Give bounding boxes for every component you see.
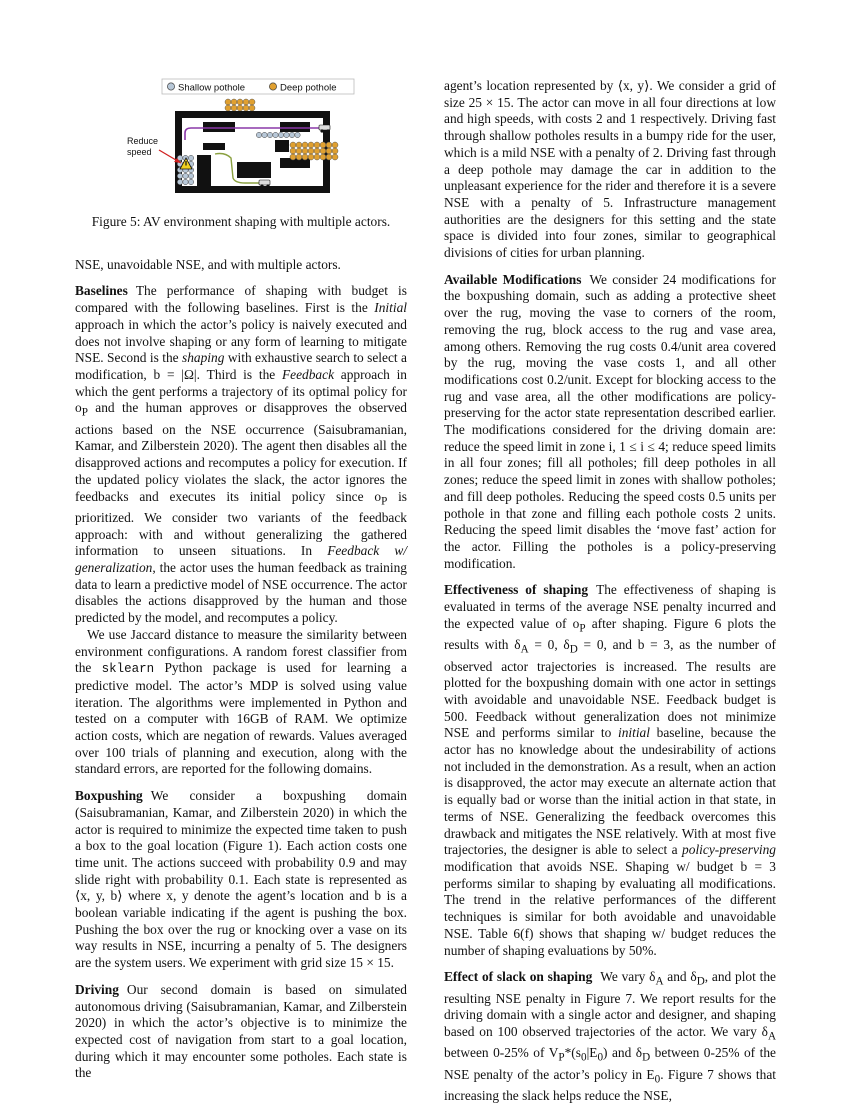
callout-line-1: Reduce	[127, 136, 159, 146]
building-2	[280, 122, 310, 132]
legend-shallow-marker	[167, 83, 174, 90]
figure-caption: Figure 5: AV environment shaping with multiple actors.	[91, 214, 391, 229]
slack-heading: Effect of slack on shaping	[444, 969, 593, 985]
jaccard-paragraph: We use Jaccard distance to measure the similarity between environment configurations. A random forest classifier from the sklearn Python package is used for learning a predictive model. The actor’s MDP is solved using value iteration. The algorithms were implemented in Python and tested on a computer with 16GB of RAM. We optimize action costs, which are negation of rewards. Values averaged over 100 trials of planning and execution, along with the standard errors, are reported for the following domains.	[75, 626, 407, 777]
figure-av-environment	[75, 78, 407, 204]
effectiveness-paragraph: Effectiveness of shaping The effectiveness of shaping is evaluated in terms of the average NSE penalty incurred and the expected value of $o_P$ after shaping. Figure 6 plots the results with $\delta_A = 0$, $\delta_D = 0$, and b = 3, as the number of observed actor trajectories is increased. The results are plotted for the boxpushing domain with one actor in settings with avoidable and unavoidable NSE. Feedback budget is 500. Feedback without generalization does not minimize NSE and performs similar to initial baseline, because the actor has no knowledge about the undesirability of actions not included in the demonstration. As a result, when an action is disapproved, the actor may execute an alternate action that is equally bad or worse than the initial action in that state, in terms of NSE. Generalizing the feedback overcomes this drawback and mitigates the NSE relatively. With at most five trajectories, the designer is able to select a policy-preserving modification that avoids NSE. Shaping w/ budget b = 3 performs similar to shaping by evaluating all modifications. The trend in the relative performances of the different techniques is similar for both avoidable and unavoidable NSE. Table 6(f) shows that shaping w/ budget reduces the number of shaping evaluations by 50%.	[444, 582, 776, 958]
sklearn-code: sklearn	[101, 662, 155, 677]
deep-potholes-right	[290, 142, 338, 160]
driving-paragraph: Driving Our second domain is based on simulated autonomous driving (Saisubramanian, Kamar, and Zilberstein 2020) in which the actor’s objective is to minimize the expected cost of navigation from start to a goal location, during which it may encounter some potholes. Each state is the	[75, 981, 407, 1081]
right-column	[444, 78, 776, 1105]
building-5	[237, 162, 271, 178]
baselines-paragraph: Baselines The performance of shaping with budget is compared with the following baselines. First is the Initial approach in which the actor’s policy is naively executed and does not involve shaping or any form of learning to mitigate NSE. Second is the shaping with exhaustive search to select a modification, b = |Ω|. Third is the Feedback approach in which the gent performs a trajectory of its optimal policy for $o_P$ and the human approves or disapproves the observed actions based on the NSE occurrence (Saisubramanian, Kamar, and Zilberstein 2020). The agent then disables all the disapproved actions and recomputes a policy for execution. If the updated policy violates the slack, the actor ignores the feedbacks and executes its initial policy since $o_P$ is prioritized. We consider two variants of the feedback approach: with and without generalizing the gathered information to unseen situations. In Feedback w/ generalization, the actor uses the human feedback as training data to learn a predictive model of NSE occurrence. The actor disables the actions disapproved by the human and those predicted by the model, and recomputes a policy.	[75, 283, 408, 626]
building-4	[275, 140, 289, 152]
callout-line-2: speed	[127, 147, 152, 157]
building-1	[203, 122, 235, 132]
legend-deep-marker	[269, 83, 276, 90]
boxpushing-heading: Boxpushing	[75, 788, 143, 804]
deep-potholes-top	[225, 99, 255, 111]
available-modifications-heading: Available Modifications	[444, 271, 582, 287]
warning-sign-mark	[185, 161, 186, 166]
av-environment-diagram	[75, 78, 407, 204]
legend-shallow-label: Shallow pothole	[178, 82, 246, 94]
driving-heading: Driving	[75, 981, 119, 997]
building-7	[197, 155, 211, 186]
left-column	[75, 78, 407, 1082]
boxpushing-paragraph: Boxpushing We consider a boxpushing domain (Saisubramanian, Kamar, and Zilberstein 2020) in which the actor is required to minimize the expected time taken to push a box to the goal location (Figure 1). Each action costs one time unit. The actions succeed with probability 0.9 and may slide right with probability 0.1. Each state is represented as ⟨x, y, b⟩ where x, y denote the agent’s location and b is a boolean variable indicating if the agent is pushing the box. Pushing the box over the rug or knocking over a vase on its way results in NSE, incurring a penalty of 5. The designers are the system users. We experiment with grid size 15 × 15.	[75, 788, 407, 971]
available-modifications-paragraph: Available Modifications We consider 24 modifications for the boxpushing domain, such as adding a protective sheet over the rug, moving the vase to corners of the room, removing the rug, block access to the rug and vase area, among others. Removing the rug costs 0.4/unit area covered by the rug, moving the vase costs 1, and all other modifications cost 0.2/unit. Except for blocking access to the rug and vase area, all the other modifications are policy-preserving for the actor state representation described earlier. The modifications considered for the driving domain are: reduce the speed limit in zone i, 1 ≤ i ≤ 4; reduce speed limits in all four zones; fill all potholes; fill deep potholes in all zones; reduce the speed limit in zones with shallow potholes; and fill deep potholes. Reducing the speed costs 0.5 units per pothole in that zone and filling each pothole costs 2 units. Reducing the speed limit disables the ‘move fast’ action for the actor. Filling the potholes is a policy-preserving modification.	[444, 271, 777, 571]
driving-continuation: agent’s location represented by ⟨x, y⟩. We consider a grid of size 25 × 15. The actor can move in all four directions at low and high speeds, with costs 2 and 1 respectively. Driving fast through shallow potholes results in a bumpy ride for the user, which is a mild NSE with a penalty of 2. Driving fast through a deep pothole may damage the car in addition to the unpleasant experience for the rider and therefore it is a severe NSE with a penalty of 5. Infrastructure management authorities are the designers for this setting and the state space is divided into four zones, similar to geographical divisions of cities for urban planning.	[444, 78, 776, 261]
building-3	[203, 143, 225, 150]
baselines-heading: Baselines	[75, 283, 128, 299]
slack-paragraph: Effect of slack on shaping We vary $\delta_A$ and $\delta_D$, and plot the resulting NSE penalty in Figure 7. We report results for the driving domain with a single actor and designer, and shaping based on 100 observed trajectories of the actor. We vary $\delta_A$ between 0-25% of $V_P*(s_0|E_0)$ and $\delta_D$ between 0-25% of the NSE penalty of the actor’s policy in $E_0$. Figure 7 shows that increasing the slack helps reduce the NSE,	[444, 969, 777, 1104]
legend-deep-label: Deep pothole	[280, 82, 337, 94]
continuation-text: NSE, unavoidable NSE, and with multiple actors.	[75, 256, 341, 272]
effectiveness-heading: Effectiveness of shaping	[444, 582, 589, 598]
